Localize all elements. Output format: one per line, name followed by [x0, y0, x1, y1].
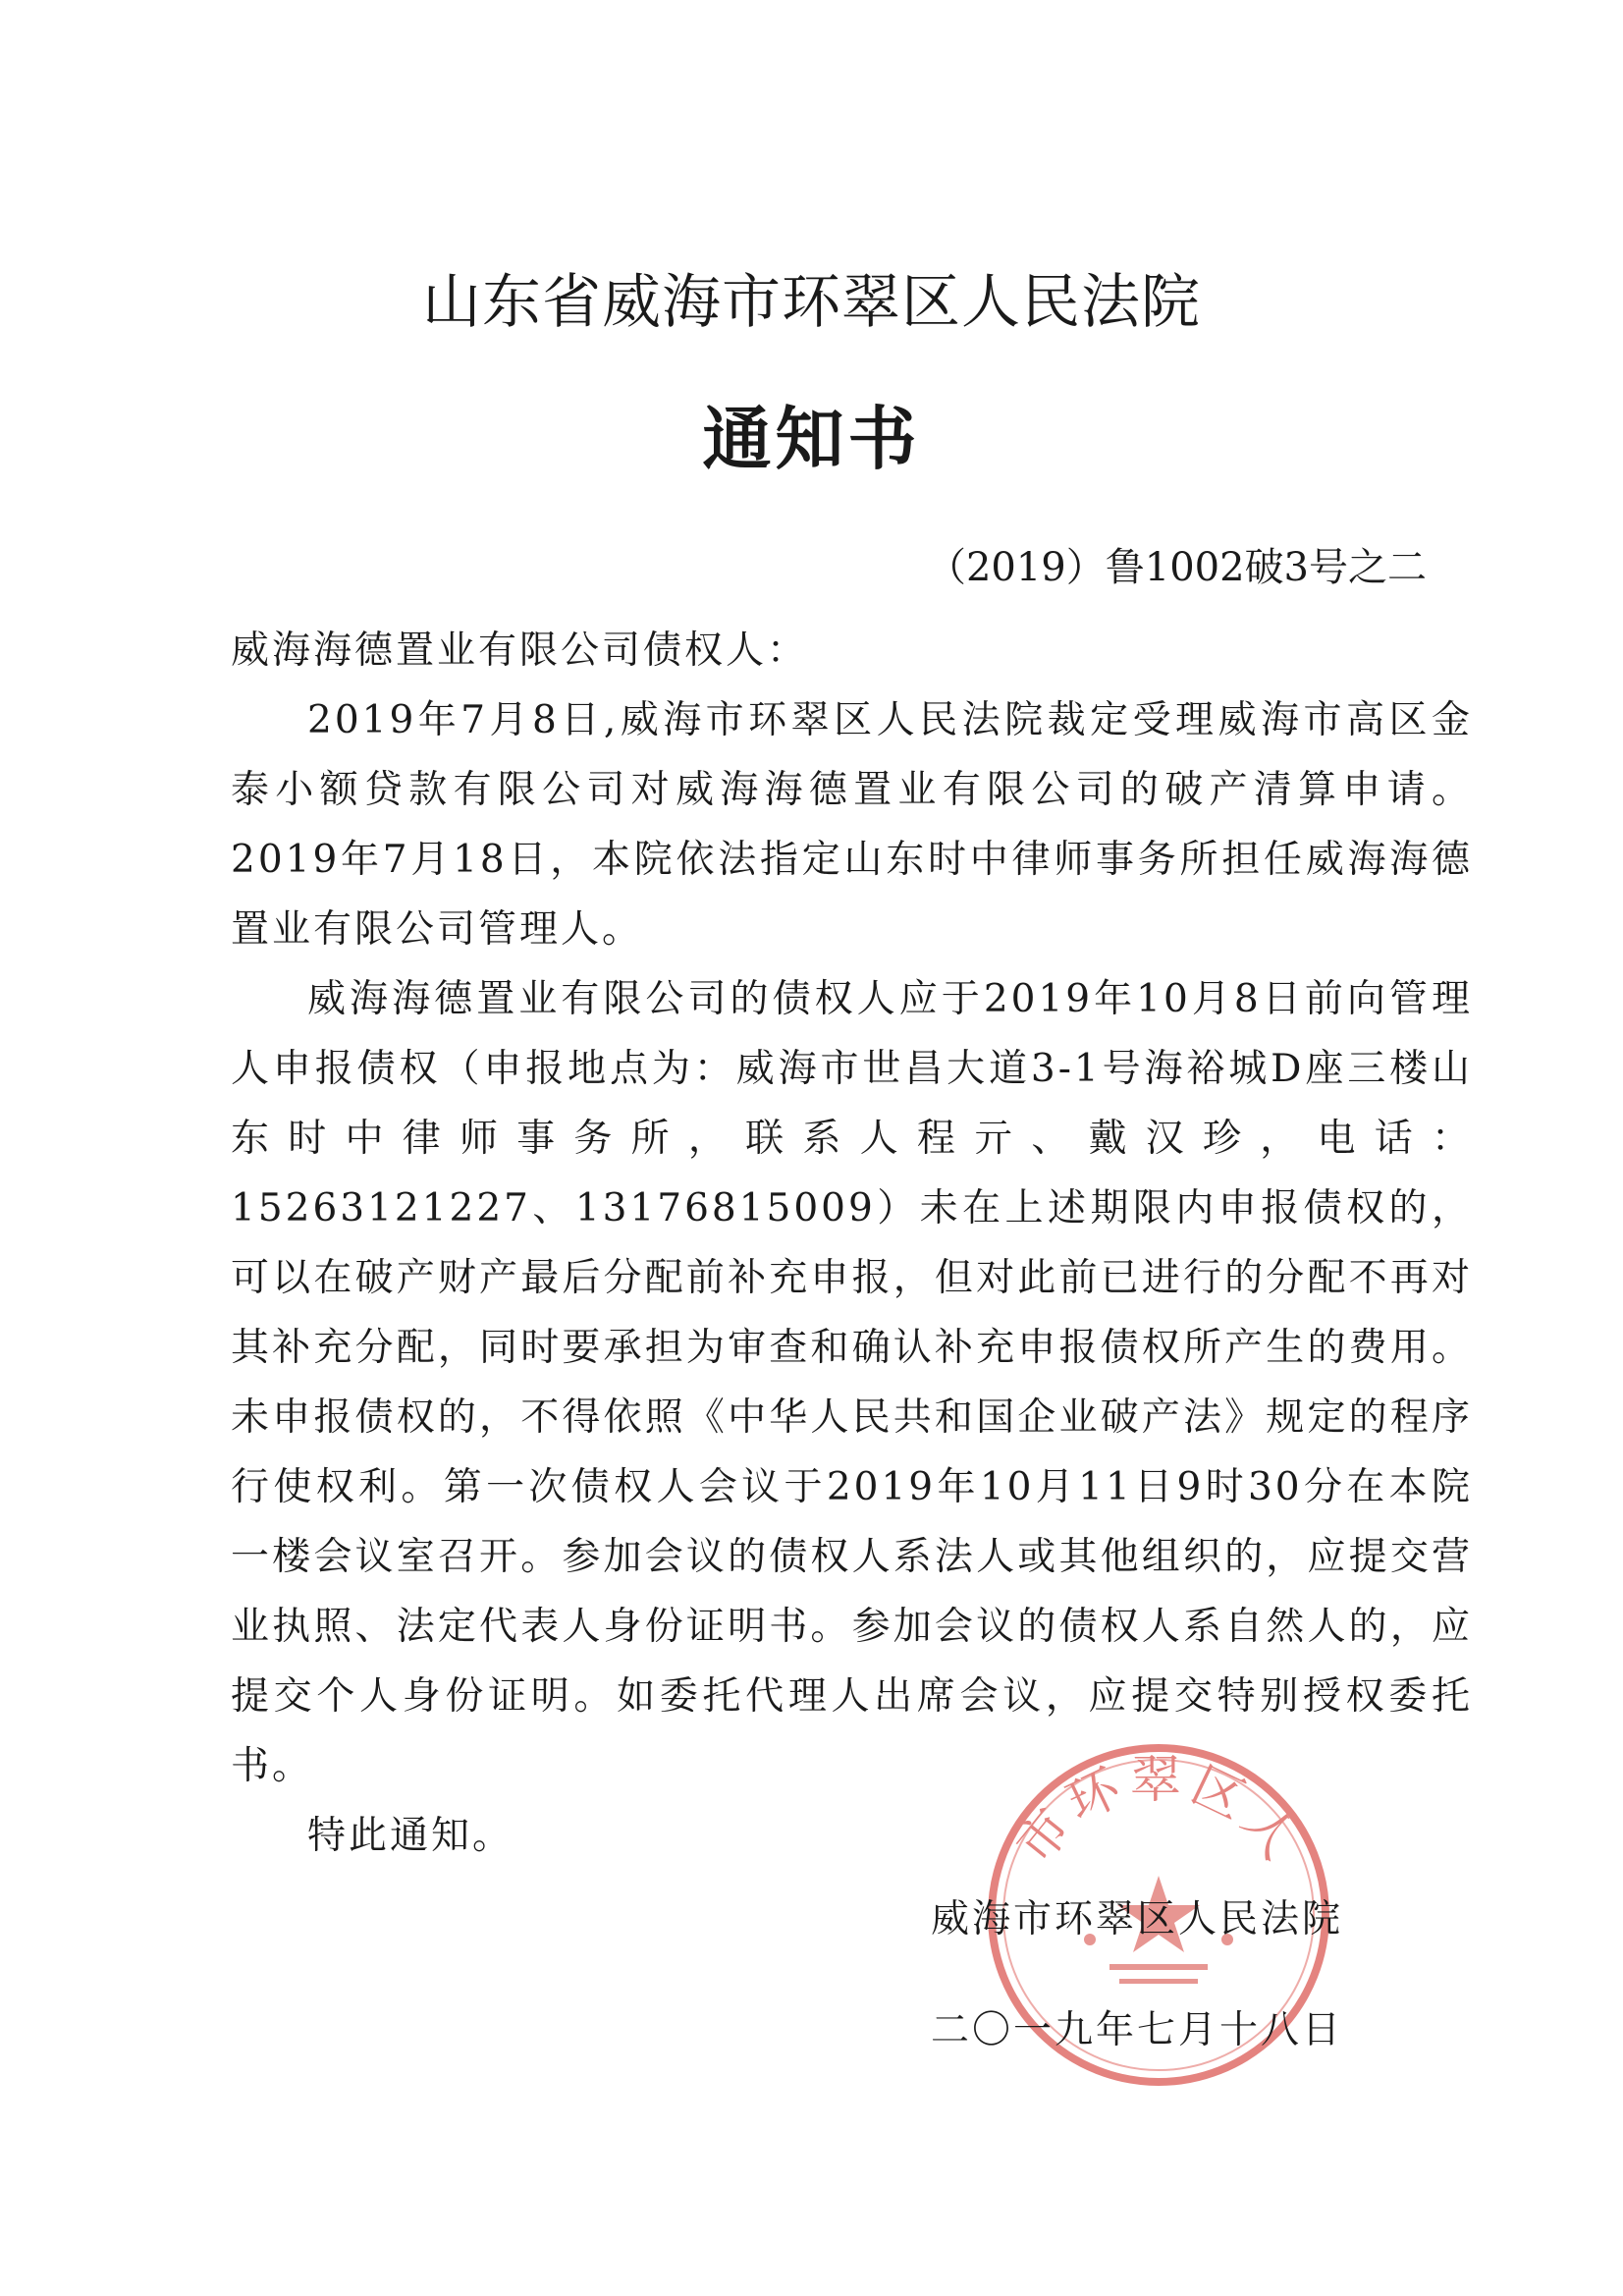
signature-court: 威海市环翠区人民法院: [931, 1897, 1344, 1941]
paragraph-claims-filing: 威海海德置业有限公司的债权人应于2019年10月8日前向管理人申报债权（申报地点为：威海市世昌大道3-1号海裕城D座三楼山东时中律师事务所，联系人程亓、戴汉珍，电话：15263121227、13176815009）未在上述期限内申报债权的，可以在破产财产最后分配前补充申报，但对此前已进行的分配不再对其补充分配，同时要承担为审查和确认补充申报债权所产生的费用。未申报债权的，不得依照《中华人民共和国企业破产法》规定的程序行使权利。第一次债权人会议于2019年10月11日9时30分在本院一楼会议室召开。参加会议的债权人系法人或其他组织的，应提交营业执照、法定代表人身份证明书。参加会议的债权人系自然人的，应提交个人身份证明。如委托代理人出席会议，应提交特别授权委托书。: [231, 977, 1473, 1788]
seal-text: 市环翠区人: [1004, 1751, 1313, 1876]
svg-text:市环翠区人: [1005, 1751, 1312, 1875]
document-title: 通知书: [702, 399, 921, 479]
addressee: 威海海德置业有限公司债权人：: [231, 629, 809, 673]
paragraph-acceptance: 2019年7月8日,威海市环翠区人民法院裁定受理威海市高区金泰小额贷款有限公司对威海海德置业有限公司的破产清算申请。2019年7月18日，本院依法指定山东时中律师事务所担任威海海德置业有限公司管理人。: [231, 698, 1473, 952]
court-header: 山东省威海市环翠区人民法院: [422, 268, 1201, 337]
document-body: [231, 616, 1473, 1871]
signature-date: 二〇一九年七月十八日: [931, 2008, 1344, 2052]
case-number: （2019）鲁1002破3号之二: [926, 545, 1427, 590]
closing-remark: 特此通知。: [307, 1814, 514, 1858]
